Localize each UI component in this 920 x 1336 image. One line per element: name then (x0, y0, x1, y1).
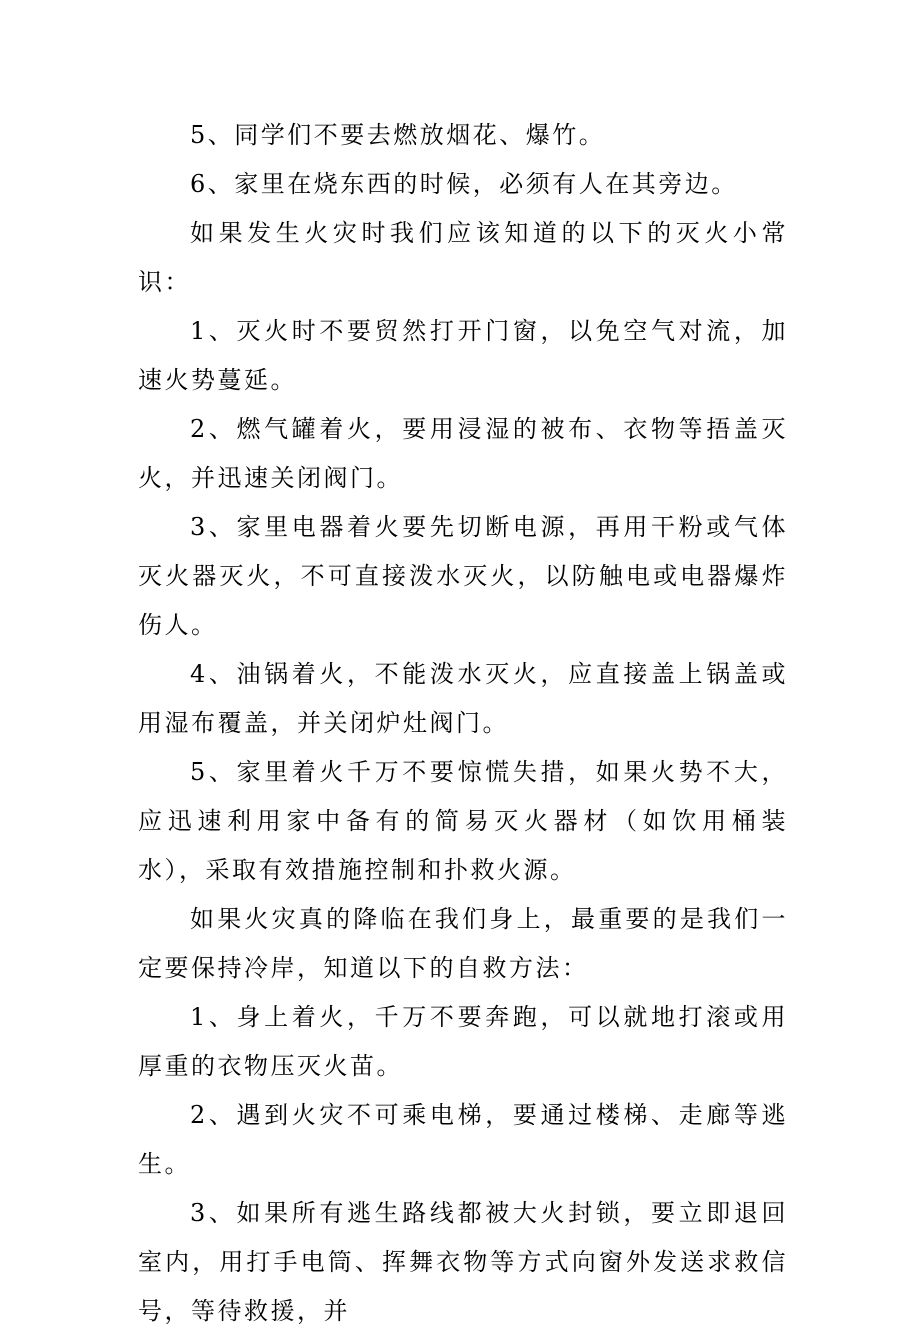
document-body (138, 111, 788, 1336)
paragraph: 5、家里着火千万不要惊慌失措，如果火势不大，应迅速利用家中备有的简易灭火器材（如饮用桶装水），采取有效措施控制和扑救火源。 (138, 758, 788, 884)
paragraph: 1、身上着火，千万不要奔跑，可以就地打滚或用厚重的衣物压灭火苗。 (138, 1003, 788, 1080)
paragraph: 如果发生火灾时我们应该知道的以下的灭火小常识： (138, 219, 788, 296)
paragraph: 6、家里在烧东西的时候，必须有人在其旁边。 (190, 170, 738, 198)
paragraph: 3、家里电器着火要先切断电源，再用干粉或气体灭火器灭火，不可直接泼水灭火，以防触电或电器爆炸伤人。 (138, 513, 788, 639)
paragraph: 2、遇到火灾不可乘电梯，要通过楼梯、走廊等逃生。 (138, 1101, 788, 1178)
paragraph: 3、如果所有逃生路线都被大火封锁，要立即退回室内，用打手电筒、挥舞衣物等方式向窗外发送求救信号，等待救援，并 (138, 1199, 788, 1325)
paragraph: 1、灭火时不要贸然打开门窗，以免空气对流，加速火势蔓延。 (138, 317, 788, 394)
paragraph: 4、油锅着火，不能泼水灭火，应直接盖上锅盖或用湿布覆盖，并关闭炉灶阀门。 (138, 660, 788, 737)
paragraph: 如果火灾真的降临在我们身上，最重要的是我们一定要保持冷岸，知道以下的自救方法： (138, 905, 788, 982)
paragraph: 5、同学们不要去燃放烟花、爆竹。 (190, 121, 606, 149)
paragraph: 2、燃气罐着火，要用浸湿的被布、衣物等捂盖灭火，并迅速关闭阀门。 (138, 415, 788, 492)
